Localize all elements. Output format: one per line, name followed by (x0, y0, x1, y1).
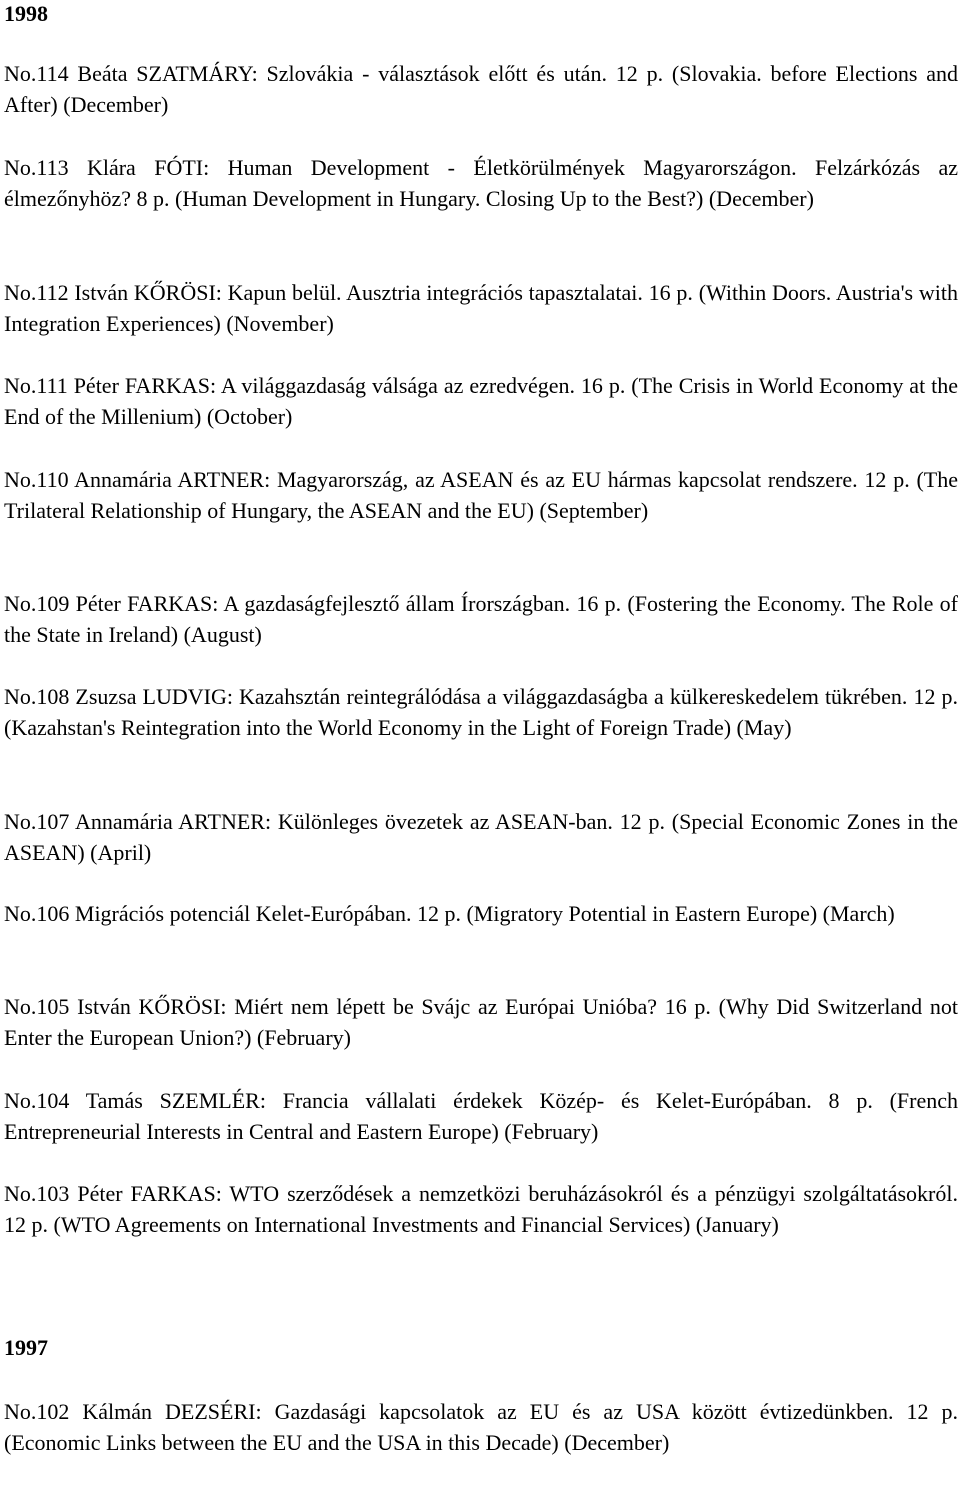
list-item: No.112 István KŐRÖSI: Kapun belül. Ausztria integrációs tapasztalatai. 16 p. (Within Doors. Austria's with Integration Experiences) (November) (4, 280, 958, 336)
list-item: No.108 Zsuzsa LUDVIG: Kazahsztán reintegrálódása a világgazdaságba a külkereskedelem tükrében. 12 p. (Kazahstan's Reintegration into the World Economy in the Light of Foreign Trade) (May) (4, 684, 958, 740)
list-item: No.109 Péter FARKAS: A gazdaságfejlesztő állam Írországban. 16 p. (Fostering the Economy. The Role of the State in Ireland) (August) (4, 591, 958, 647)
list-item: No.110 Annamária ARTNER: Magyarország, az ASEAN és az EU hármas kapcsolat rendszere. 12 p. (The Trilateral Relationship of Hungary, the ASEAN and the EU) (September) (4, 467, 958, 523)
list-item: No.107 Annamária ARTNER: Különleges övezetek az ASEAN-ban. 12 p. (Special Economic Zones in the ASEAN) (April) (4, 809, 958, 865)
list-item: No.114 Beáta SZATMÁRY: Szlovákia - választások előtt és után. 12 p. (Slovakia. before Elections and After) (December) (4, 61, 958, 117)
list-item: No.105 István KŐRÖSI: Miért nem lépett be Svájc az Európai Unióba? 16 p. (Why Did Switzerland not Enter the European Union?) (February) (4, 994, 958, 1050)
year-heading-1997: 1997 (4, 1335, 48, 1360)
list-item: No.113 Klára FÓTI: Human Development - Életkörülmények Magyarországon. Felzárkózás az élmezőnyhöz? 8 p. (Human Development in Hungary. Closing Up to the Best?) (December) (4, 155, 958, 211)
year-heading-1998: 1998 (4, 1, 48, 26)
list-item: No.104 Tamás SZEMLÉR: Francia vállalati érdekek Közép- és Kelet-Európában. 8 p. (French Entrepreneurial Interests in Central and Eastern Europe) (February) (4, 1088, 958, 1144)
list-item: No.111 Péter FARKAS: A világgazdaság válsága az ezredvégen. 16 p. (The Crisis in World Economy at the End of the Millenium) (October) (4, 373, 958, 429)
list-item: No.106 Migrációs potenciál Kelet-Európában. 12 p. (Migratory Potential in Eastern Europe) (March) (4, 901, 895, 926)
list-item: No.102 Kálmán DEZSÉRI: Gazdasági kapcsolatok az EU és az USA között évtizedünkben. 12 p. (Economic Links between the EU and the USA in this Decade) (December) (4, 1399, 958, 1455)
list-item: No.103 Péter FARKAS: WTO szerződések a nemzetközi beruházásokról és a pénzügyi szolgáltatásokról. 12 p. (WTO Agreements on International Investments and Financial Services) (January) (4, 1181, 958, 1237)
